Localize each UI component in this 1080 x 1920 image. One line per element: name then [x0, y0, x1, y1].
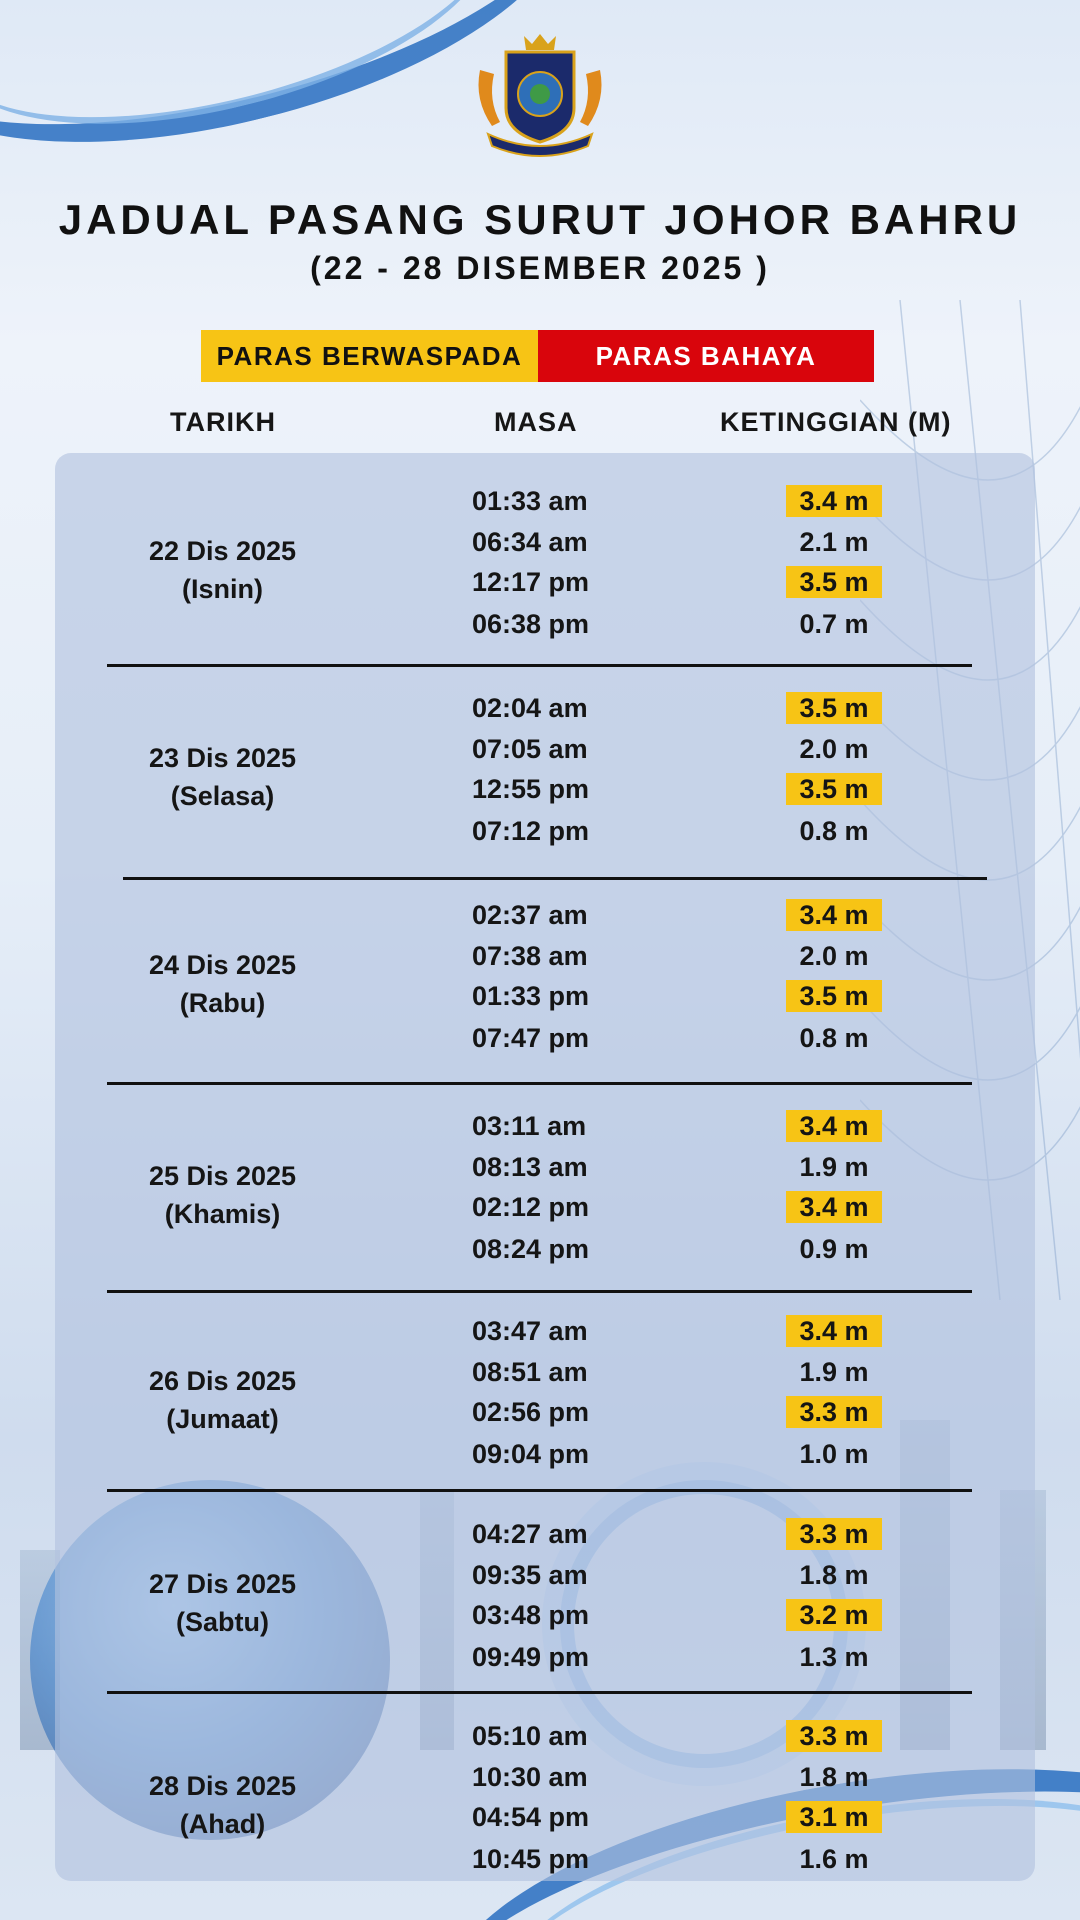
tide-time: 02:56 pm: [472, 1397, 590, 1427]
tide-height: 1.0 m: [799, 1439, 869, 1469]
tide-row: [0, 1353, 1080, 1391]
tide-height-warning: 3.2 m: [786, 1599, 882, 1631]
tide-row: [0, 977, 1080, 1015]
tide-height-warning: 3.3 m: [786, 1396, 882, 1428]
tide-time: 10:30 am: [472, 1762, 588, 1792]
tide-time: 10:45 pm: [472, 1844, 590, 1874]
tide-time: 07:05 am: [472, 734, 588, 764]
tide-time: 04:54 pm: [472, 1802, 590, 1832]
tide-row: [0, 1188, 1080, 1226]
date-column-header: TARIKH: [170, 407, 276, 437]
tide-row: [0, 523, 1080, 561]
row-separator: [107, 1489, 972, 1492]
row-separator: [107, 1691, 972, 1694]
tide-row: [0, 812, 1080, 850]
tide-time: 03:47 am: [472, 1316, 588, 1346]
tide-height-warning: 3.4 m: [786, 1191, 882, 1223]
tide-height-warning: 3.4 m: [786, 1110, 882, 1142]
weekday-label: (Jumaat): [166, 1404, 279, 1434]
tide-row: [0, 1798, 1080, 1836]
tide-time: 08:24 pm: [472, 1234, 590, 1264]
weekday-label: (Rabu): [179, 988, 266, 1018]
tide-row: [0, 1556, 1080, 1594]
tide-row: [0, 1230, 1080, 1268]
tide-row: [0, 1840, 1080, 1878]
tide-row: [0, 896, 1080, 934]
date-label: 27 Dis 2025: [148, 1569, 297, 1599]
warning-level-legend: PARAS BERWASPADA: [201, 330, 538, 382]
tide-time: 09:04 pm: [472, 1439, 590, 1469]
tide-height: 0.7 m: [799, 609, 869, 639]
date-label: 22 Dis 2025: [148, 536, 297, 566]
tide-time: 09:49 pm: [472, 1642, 590, 1672]
tide-row: [0, 937, 1080, 975]
row-separator: [107, 1082, 972, 1085]
tide-row: [0, 1107, 1080, 1145]
tide-height-warning: 3.5 m: [786, 980, 882, 1012]
tide-time: 12:17 pm: [472, 567, 590, 597]
page-title: JADUAL PASANG SURUT JOHOR BAHRU: [58, 196, 1022, 243]
tide-height-warning: 3.5 m: [786, 773, 882, 805]
danger-level-legend: PARAS BAHAYA: [538, 330, 874, 382]
tide-height: 2.0 m: [799, 941, 869, 971]
date-label: 23 Dis 2025: [148, 743, 297, 773]
tide-time: 06:38 pm: [472, 609, 590, 639]
tide-height: 0.8 m: [799, 816, 869, 846]
tide-row: [0, 482, 1080, 520]
tide-row: [0, 770, 1080, 808]
tide-row: [0, 605, 1080, 643]
date-label: 26 Dis 2025: [148, 1366, 297, 1396]
tide-height: 1.3 m: [799, 1642, 869, 1672]
date-label: 28 Dis 2025: [148, 1771, 297, 1801]
tide-height: 0.9 m: [799, 1234, 869, 1264]
tide-row: [0, 1393, 1080, 1431]
tide-time: 03:48 pm: [472, 1600, 590, 1630]
tide-time: 01:33 am: [472, 486, 588, 516]
johor-bahru-crest-logo: [466, 30, 614, 164]
tide-height: 1.9 m: [799, 1357, 869, 1387]
tide-time: 03:11 am: [472, 1111, 587, 1141]
tide-height: 1.6 m: [799, 1844, 869, 1874]
weekday-label: (Isnin): [182, 574, 263, 604]
tide-row: [0, 1717, 1080, 1755]
tide-time: 09:35 am: [472, 1560, 588, 1590]
tide-row: [0, 1758, 1080, 1796]
tide-height-warning: 3.3 m: [786, 1720, 882, 1752]
tide-height: 0.8 m: [799, 1023, 869, 1053]
tide-time: 07:47 pm: [472, 1023, 590, 1053]
tide-height: 2.0 m: [799, 734, 869, 764]
tide-row: [0, 730, 1080, 768]
tide-height: 1.9 m: [799, 1152, 869, 1182]
tide-time: 02:37 am: [472, 900, 588, 930]
tide-row: [0, 689, 1080, 727]
tide-row: [0, 1515, 1080, 1553]
tide-height-warning: 3.4 m: [786, 485, 882, 517]
tide-height: 2.1 m: [799, 527, 869, 557]
weekday-label: (Ahad): [179, 1809, 266, 1839]
time-column-header: MASA: [494, 407, 578, 437]
tide-row: [0, 1435, 1080, 1473]
weekday-label: (Khamis): [164, 1199, 281, 1229]
date-label: 24 Dis 2025: [148, 950, 297, 980]
tide-time: 08:51 am: [472, 1357, 588, 1387]
tide-height-warning: 3.3 m: [786, 1518, 882, 1550]
tide-time: 08:13 am: [472, 1152, 588, 1182]
row-separator: [107, 1290, 972, 1293]
tide-time: 07:12 pm: [472, 816, 590, 846]
tide-height: 1.8 m: [799, 1762, 869, 1792]
tide-height-warning: 3.5 m: [786, 566, 882, 598]
date-label: 25 Dis 2025: [148, 1161, 297, 1191]
date-range-subtitle: (22 - 28 DISEMBER 2025 ): [310, 250, 770, 286]
weekday-label: (Sabtu): [176, 1607, 269, 1637]
tide-time: 04:27 am: [472, 1519, 588, 1549]
level-legend: [201, 330, 874, 382]
tide-time: 07:38 am: [472, 941, 588, 971]
row-separator: [123, 877, 987, 880]
tide-time: 12:55 pm: [472, 774, 590, 804]
tide-time: 02:12 pm: [472, 1192, 590, 1222]
tide-row: [0, 1638, 1080, 1676]
row-separator: [107, 664, 972, 667]
tide-row: [0, 1596, 1080, 1634]
tide-time: 06:34 am: [472, 527, 588, 557]
tide-height-warning: 3.5 m: [786, 692, 882, 724]
tide-height-warning: 3.4 m: [786, 1315, 882, 1347]
tide-time: 02:04 am: [472, 693, 588, 723]
tide-height-warning: 3.1 m: [786, 1801, 882, 1833]
tide-time: 01:33 pm: [472, 981, 590, 1011]
tide-height: 1.8 m: [799, 1560, 869, 1590]
tide-row: [0, 1312, 1080, 1350]
tide-row: [0, 563, 1080, 601]
tide-row: [0, 1148, 1080, 1186]
tide-time: 05:10 am: [472, 1721, 588, 1751]
tide-row: [0, 1019, 1080, 1057]
weekday-label: (Selasa): [170, 781, 275, 811]
tide-height-warning: 3.4 m: [786, 899, 882, 931]
height-column-header: KETINGGIAN (M): [720, 407, 952, 437]
